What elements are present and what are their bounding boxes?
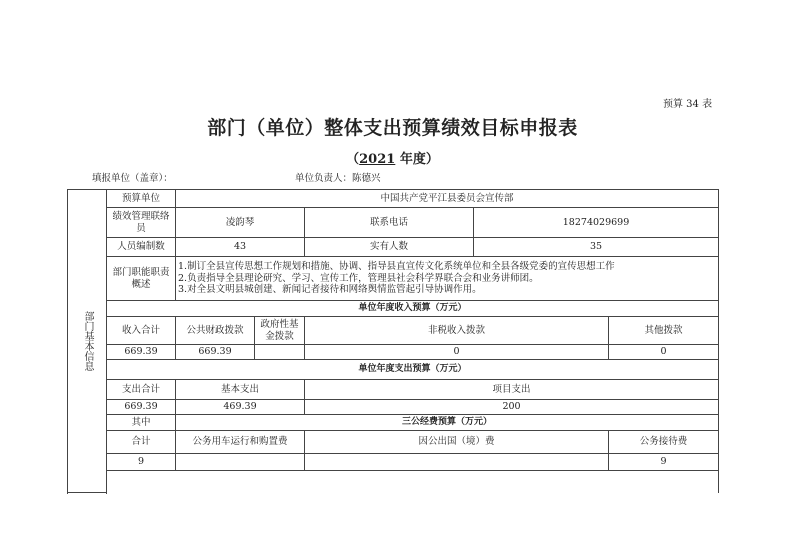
income-value: 0 xyxy=(609,345,719,360)
side-label: 部门基本信息 xyxy=(68,190,107,493)
unit-label: 预算单位 xyxy=(107,190,176,208)
contact-label: 绩效管理联络员 xyxy=(107,208,176,238)
three-col: 公务接待费 xyxy=(609,431,719,454)
actual-label: 实有人数 xyxy=(305,238,474,257)
budget-form-table xyxy=(67,189,719,493)
staff-value: 43 xyxy=(176,238,305,257)
duty-line: 3.对全县文明县城创建、新闻记者接待和网络舆情监管起引导协调作用。 xyxy=(178,284,482,296)
expense-col: 基本支出 xyxy=(176,380,305,400)
filler-unit-label: 填报单位（盖章）： xyxy=(92,173,173,184)
three-value xyxy=(176,454,305,471)
contact-value: 凌韵琴 xyxy=(176,208,305,238)
income-value: 669.39 xyxy=(107,345,176,360)
expense-header: 单位年度支出预算（万元） xyxy=(107,360,719,380)
phone-label: 联系电话 xyxy=(305,208,474,238)
among-label: 其中 xyxy=(107,415,176,431)
expense-col: 支出合计 xyxy=(107,380,176,400)
duty-line: 1.制订全县宣传思想工作规划和措施、协调、指导县直宣传文化系统单位和全县各级党委的宣传思想工作 xyxy=(178,261,615,273)
income-value xyxy=(255,345,305,360)
year-line xyxy=(0,148,785,167)
income-value: 0 xyxy=(305,345,609,360)
three-col: 因公出国（境）费 xyxy=(305,431,609,454)
expense-col: 项目支出 xyxy=(305,380,719,400)
year-prefix: （ xyxy=(346,152,360,167)
income-col: 非税收入拨款 xyxy=(305,317,609,345)
expense-value: 469.39 xyxy=(176,400,305,415)
expense-value: 669.39 xyxy=(107,400,176,415)
three-value: 9 xyxy=(609,454,719,471)
year-suffix: 年度） xyxy=(395,152,439,167)
year-value: 2021 xyxy=(359,152,396,167)
duty-description xyxy=(176,257,719,301)
unit-head-label: 单位负责人：陈德兴 xyxy=(295,173,381,184)
income-col: 公共财政拨款 xyxy=(176,317,255,345)
three-value: 9 xyxy=(107,454,176,471)
income-value: 669.39 xyxy=(176,345,255,360)
three-header: 三公经费预算（万元） xyxy=(176,415,719,431)
duty-line: 2.负责指导全县理论研究、学习、宣传工作，管理县社会科学界联合会和业务讲师团。 xyxy=(178,272,539,284)
expense-value: 200 xyxy=(305,400,719,415)
three-value xyxy=(305,454,609,471)
income-header: 单位年度收入预算（万元） xyxy=(107,301,719,317)
staff-label: 人员编制数 xyxy=(107,238,176,257)
form-number: 预算 34 表 xyxy=(663,99,713,110)
income-col: 政府性基金拨款 xyxy=(255,317,305,345)
page-title: 部门（单位）整体支出预算绩效目标申报表 xyxy=(207,117,578,139)
income-col: 收入合计 xyxy=(107,317,176,345)
income-col: 其他拨款 xyxy=(609,317,719,345)
unit-value: 中国共产党平江县委员会宣传部 xyxy=(176,190,719,208)
actual-value: 35 xyxy=(474,238,719,257)
three-col: 公务用车运行和购置费 xyxy=(176,431,305,454)
phone-value: 18274029699 xyxy=(474,208,719,238)
duty-label: 部门职能职责概述 xyxy=(107,257,176,301)
three-col: 合计 xyxy=(107,431,176,454)
